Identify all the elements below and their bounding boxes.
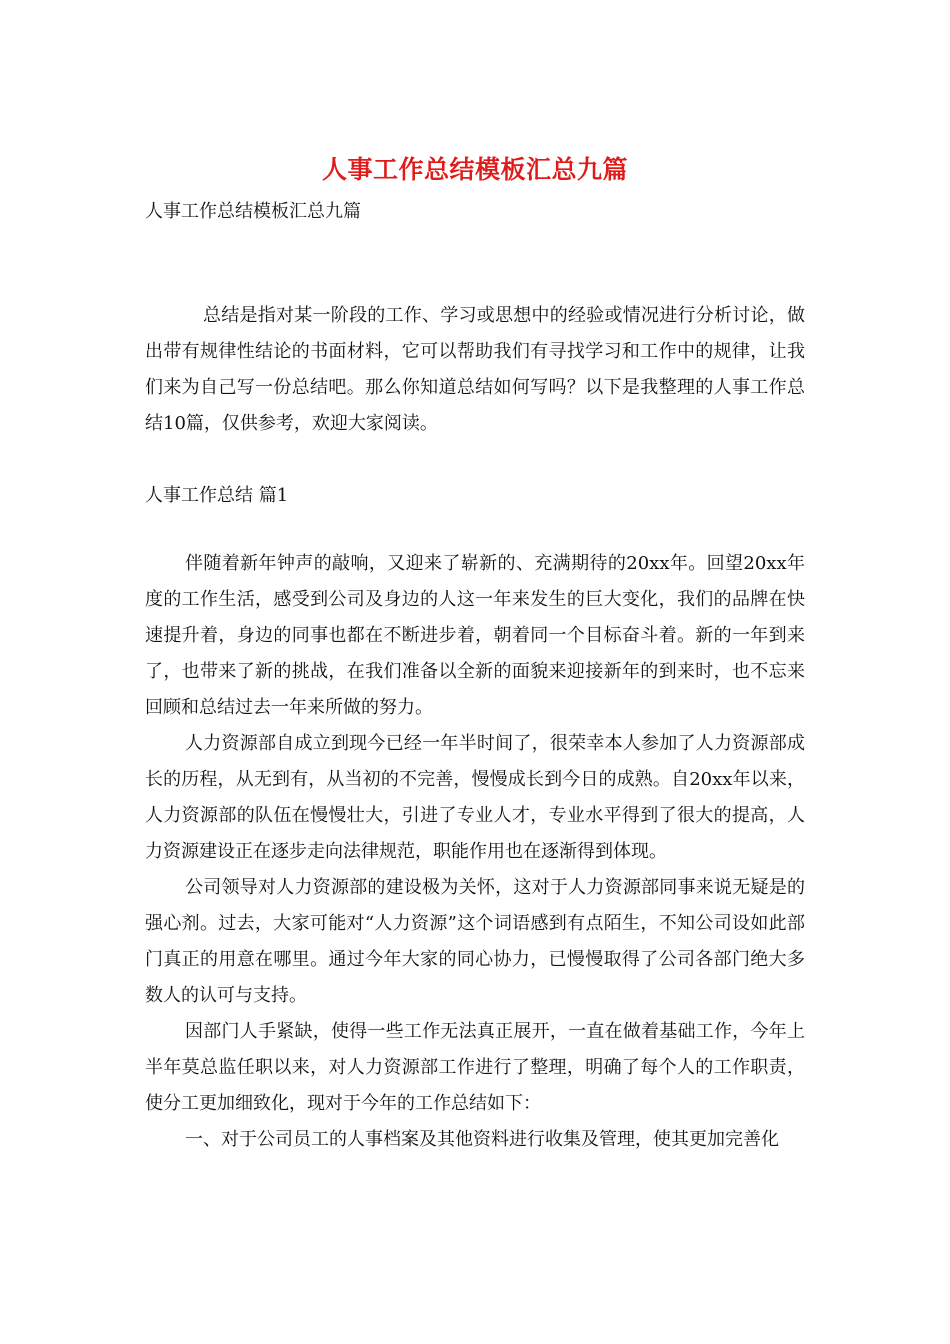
document-subtitle: 人事工作总结模板汇总九篇	[145, 201, 361, 222]
intro-block	[145, 298, 805, 442]
body-paragraph: 公司领导对人力资源部的建设极为关怀，这对于人力资源部同事来说无疑是的强心剂。过去，大家可能对“人力资源”这个词语感到有点陌生，不知公司设如此部门真正的用意在哪里。通过今年大家的同心协力，已慢慢取得了公司各部门绝大多数人的认可与支持。	[145, 877, 805, 1006]
body-paragraph: 人力资源部自成立到现今已经一年半时间了，很荣幸本人参加了人力资源部成长的历程，从无到有，从当初的不完善，慢慢成长到今日的成熟。自20xx年以来，人力资源部的队伍在慢慢壮大，引进了专业人才，专业水平得到了很大的提高，人力资源建设正在逐步走向法律规范，职能作用也在逐渐得到体现。	[145, 733, 805, 862]
intro-paragraph: 总结是指对某一阶段的工作、学习或思想中的经验或情况进行分析讨论，做出带有规律性结论的书面材料，它可以帮助我们有寻找学习和工作中的规律，让我们来为自己写一份总结吧。那么你知道总结如何写吗？以下是我整理的人事工作总结10篇，仅供参考，欢迎大家阅读。	[145, 305, 805, 434]
body-paragraph: 伴随着新年钟声的敲响，又迎来了崭新的、充满期待的20xx年。回望20xx年度的工作生活，感受到公司及身边的人这一年来发生的巨大变化，我们的品牌在快速提升着，身边的同事也都在不断进步着，朝着同一个目标奋斗着。新的一年到来了，也带来了新的挑战，在我们准备以全新的面貌来迎接新年的到来时，也不忘来回顾和总结过去一年来所做的努力。	[145, 553, 805, 718]
document-title: 人事工作总结模板汇总九篇	[321, 155, 628, 184]
body-paragraph: 一、对于公司员工的人事档案及其他资料进行收集及管理，使其更加完善化	[185, 1129, 779, 1150]
body-paragraph: 因部门人手紧缺，使得一些工作无法真正展开，一直在做着基础工作，今年上半年莫总监任职以来，对人力资源部工作进行了整理，明确了每个人的工作职责，使分工更加细致化，现对于今年的工作总结如下：	[145, 1021, 805, 1114]
section-heading: 人事工作总结 篇1	[145, 485, 289, 506]
section-content	[145, 546, 805, 1158]
